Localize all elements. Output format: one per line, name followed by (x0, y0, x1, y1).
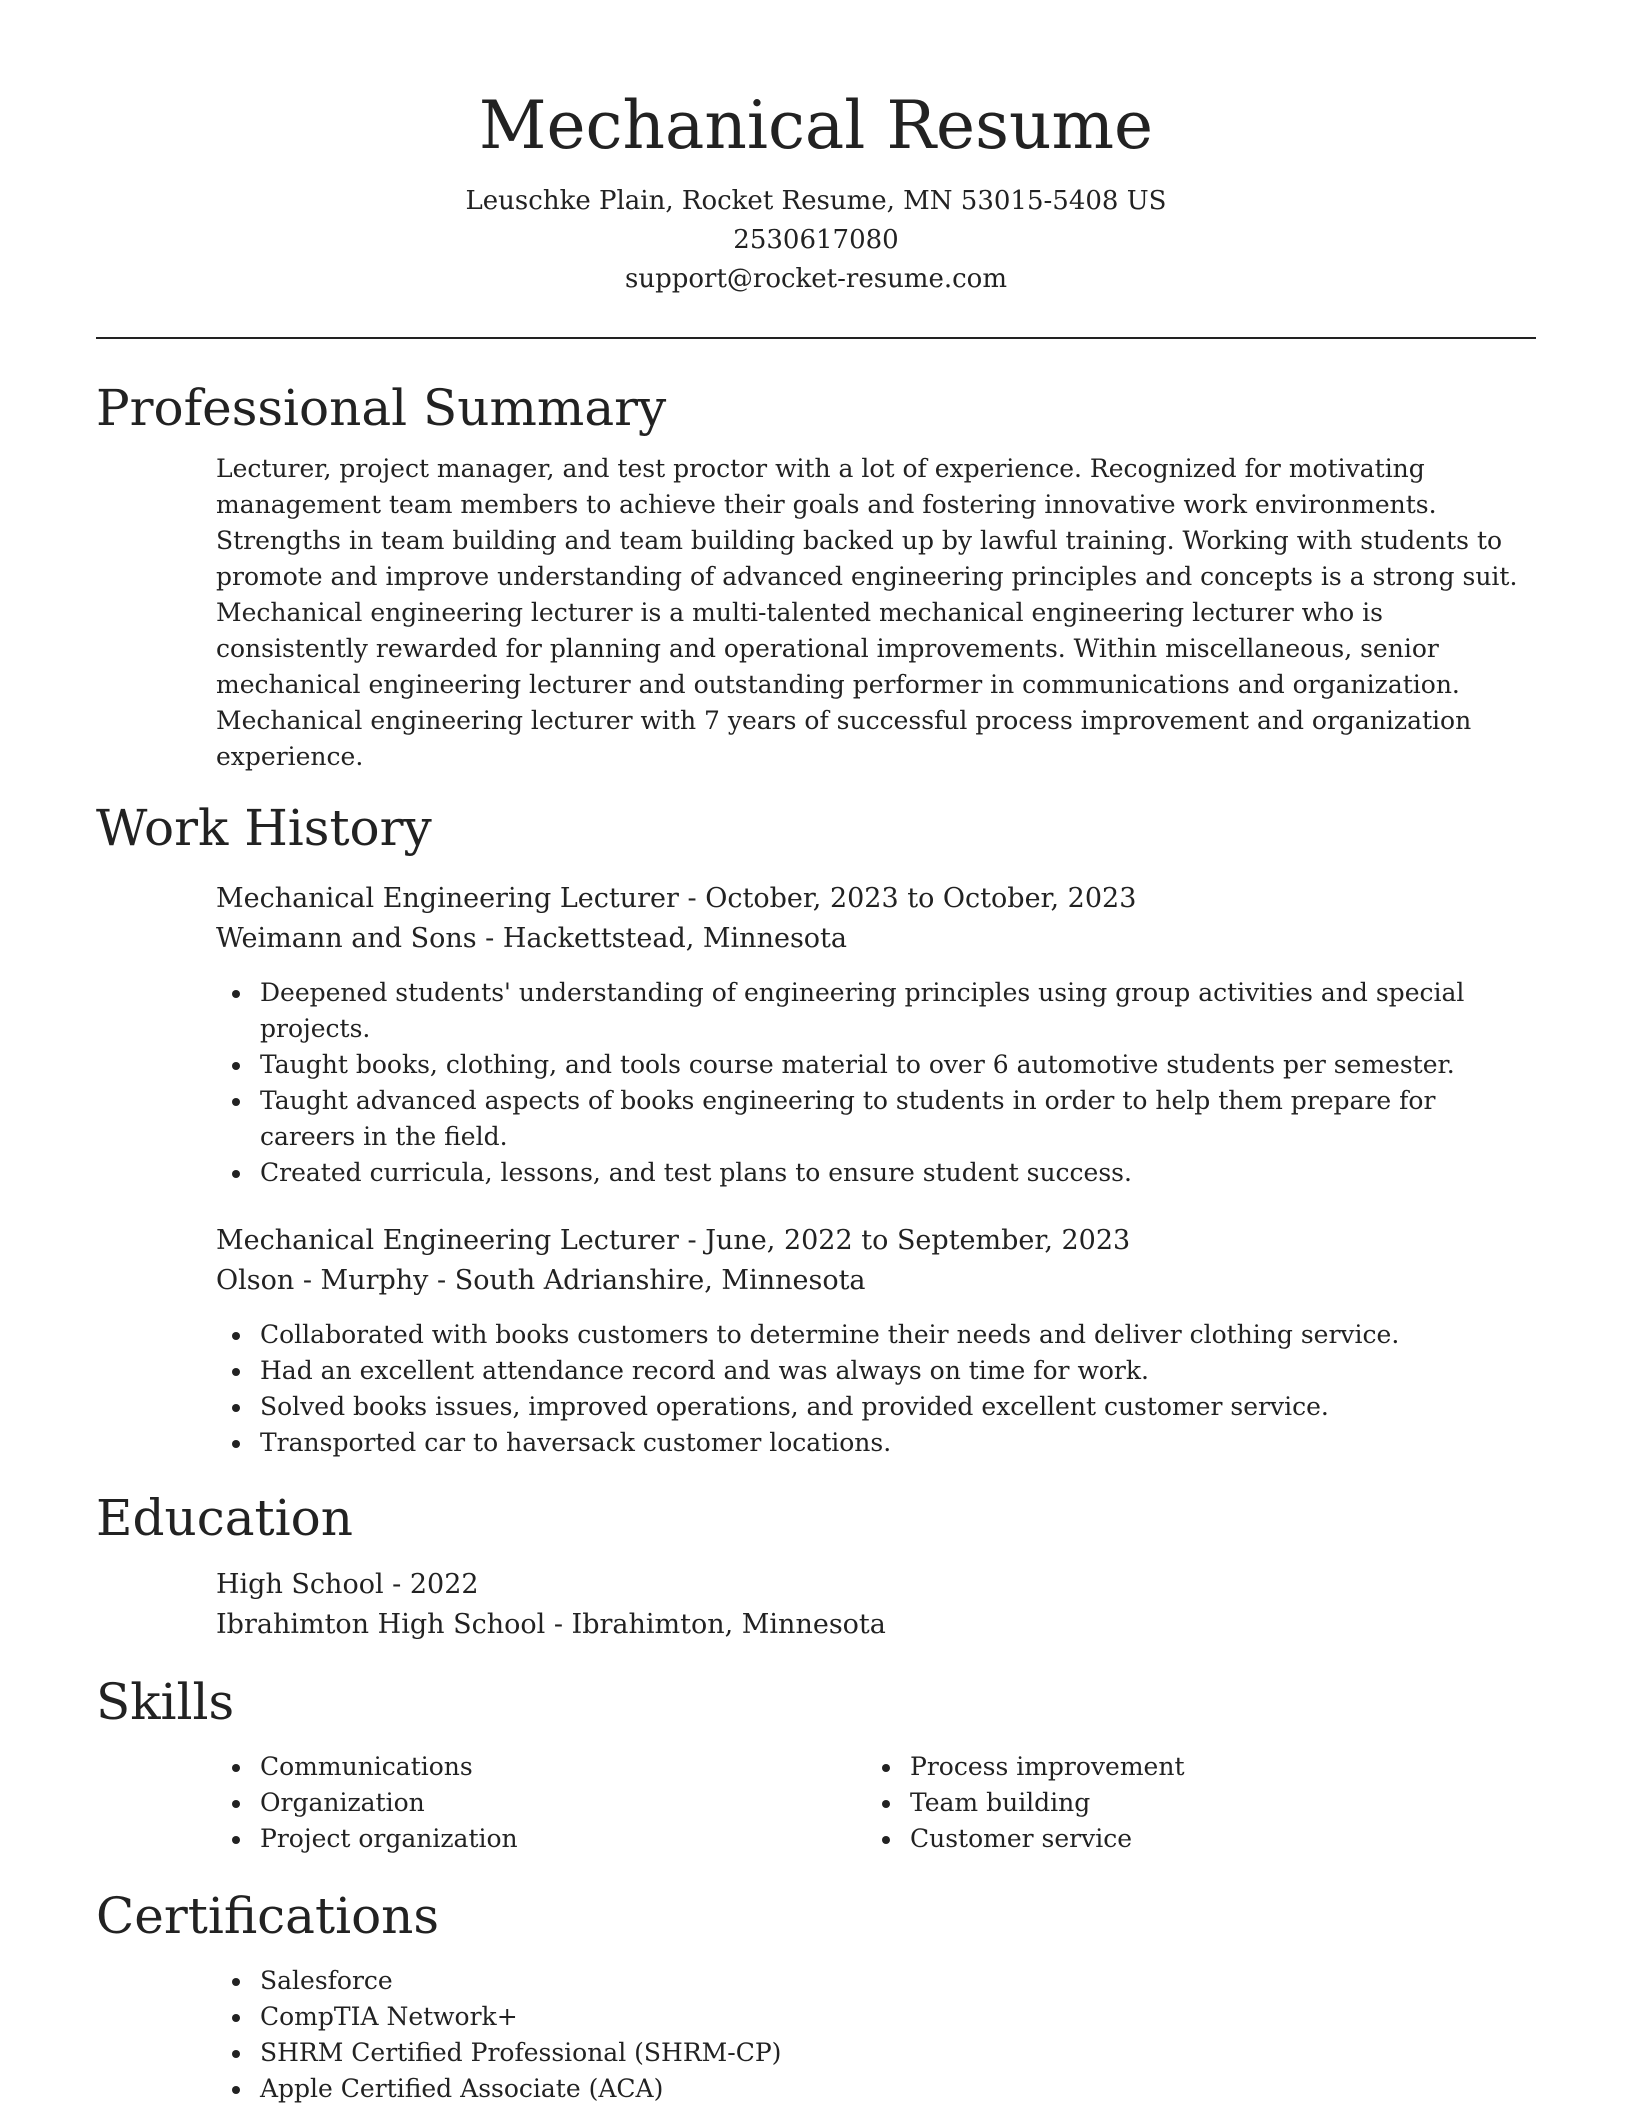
list-item: Salesforce (216, 1963, 1536, 1999)
list-item: Team building (866, 1785, 1516, 1821)
list-item: Had an excellent attendance record and was always on time for work. (216, 1353, 1536, 1389)
list-item: SHRM Certified Professional (SHRM-CP) (216, 2035, 1536, 2071)
job-title-line (216, 879, 1536, 919)
summary-section (96, 377, 1536, 775)
education-section (96, 1487, 1536, 1645)
header-divider (96, 337, 1536, 339)
job-bullets (216, 1317, 1536, 1461)
job-company-line (216, 1261, 1536, 1301)
skills-grid (216, 1749, 1536, 1857)
section-title-certifications: Certifications (96, 1887, 440, 1945)
resume-page (96, 0, 1536, 2107)
list-item: Customer service (866, 1821, 1516, 1857)
resume-name: Mechanical Resume (478, 87, 1154, 164)
skills-column-right (866, 1749, 1516, 1857)
section-title-education: Education (96, 1489, 353, 1547)
job-bullets (216, 975, 1536, 1191)
list-item: Apple Certified Associate (ACA) (216, 2071, 1536, 2107)
list-item: Communications (216, 1749, 866, 1785)
list-item: Solved books issues, improved operations, and provided excellent customer service. (216, 1389, 1536, 1425)
list-item: Deepened students' understanding of engineering principles using group activities and special projects. (216, 975, 1536, 1047)
education-location: - Ibrahimton, Minnesota (545, 1609, 886, 1640)
job-entry (216, 1221, 1536, 1461)
education-year: - 2022 (383, 1569, 479, 1600)
list-item: Process improvement (866, 1749, 1516, 1785)
list-item: CompTIA Network+ (216, 1999, 1536, 2035)
job-entry (216, 879, 1536, 1191)
education-entry (216, 1565, 1536, 1645)
skills-column-left (216, 1749, 866, 1857)
address: Leuschke Plain, Rocket Resume, MN 53015-5408 US (465, 186, 1167, 216)
list-item: Transported car to haversack customer locations. (216, 1425, 1536, 1461)
education-degree-line (216, 1565, 1536, 1605)
job-role: Mechanical Engineering Lecturer (216, 883, 679, 914)
list-item: Collaborated with books customers to determine their needs and deliver clothing service. (216, 1317, 1536, 1353)
job-dates: - June, 2022 to September, 2023 (678, 1225, 1131, 1256)
section-title-work-history: Work History (96, 799, 432, 857)
resume-header (96, 0, 1536, 299)
list-item: Project organization (216, 1821, 866, 1857)
summary-text: Lecturer, project manager, and test proctor with a lot of experience. Recognized for motivating management team members to achieve their goals and fostering innovative work environments. Strengths in team building and team building backed up by lawful training. Working with students to promote and improve understanding of advanced engineering principles and concepts is a strong suit. Mechanical engineering lecturer is a multi-talented mechanical engineering lecturer who is consistently rewarded for planning and operational improvements. Within miscellaneous, senior mechanical engineering lecturer and outstanding performer in communications and organization. Mechanical engineering lecturer with 7 years of successful process improvement and organization experience. (216, 454, 1518, 771)
certifications-list (216, 1963, 1536, 2107)
certifications-section (96, 1885, 1536, 2107)
job-dates: - October, 2023 to October, 2023 (678, 883, 1137, 914)
list-item: Created curricula, lessons, and test plans to ensure student success. (216, 1155, 1536, 1191)
section-title-skills: Skills (96, 1673, 235, 1731)
job-title-line (216, 1221, 1536, 1261)
job-location: - South Adrianshire, Minnesota (428, 1265, 866, 1296)
section-title-summary: Professional Summary (96, 379, 667, 437)
work-history-section (96, 797, 1536, 1461)
list-item: Organization (216, 1785, 866, 1821)
phone: 2530617080 (733, 225, 899, 255)
education-degree: High School (216, 1569, 384, 1600)
skills-section (96, 1671, 1536, 1857)
education-school: Ibrahimton High School (216, 1609, 546, 1640)
education-school-line (216, 1605, 1536, 1645)
email: support@rocket-resume.com (624, 264, 1007, 294)
job-location: - Hackettstead, Minnesota (476, 923, 847, 954)
job-company: Olson - Murphy (216, 1265, 429, 1296)
job-company-line (216, 919, 1536, 959)
list-item: Taught advanced aspects of books engineering to students in order to help them prepare for careers in the field. (216, 1083, 1536, 1155)
job-role: Mechanical Engineering Lecturer (216, 1225, 679, 1256)
list-item: Taught books, clothing, and tools course material to over 6 automotive students per semester. (216, 1047, 1536, 1083)
job-company: Weimann and Sons (216, 923, 477, 954)
